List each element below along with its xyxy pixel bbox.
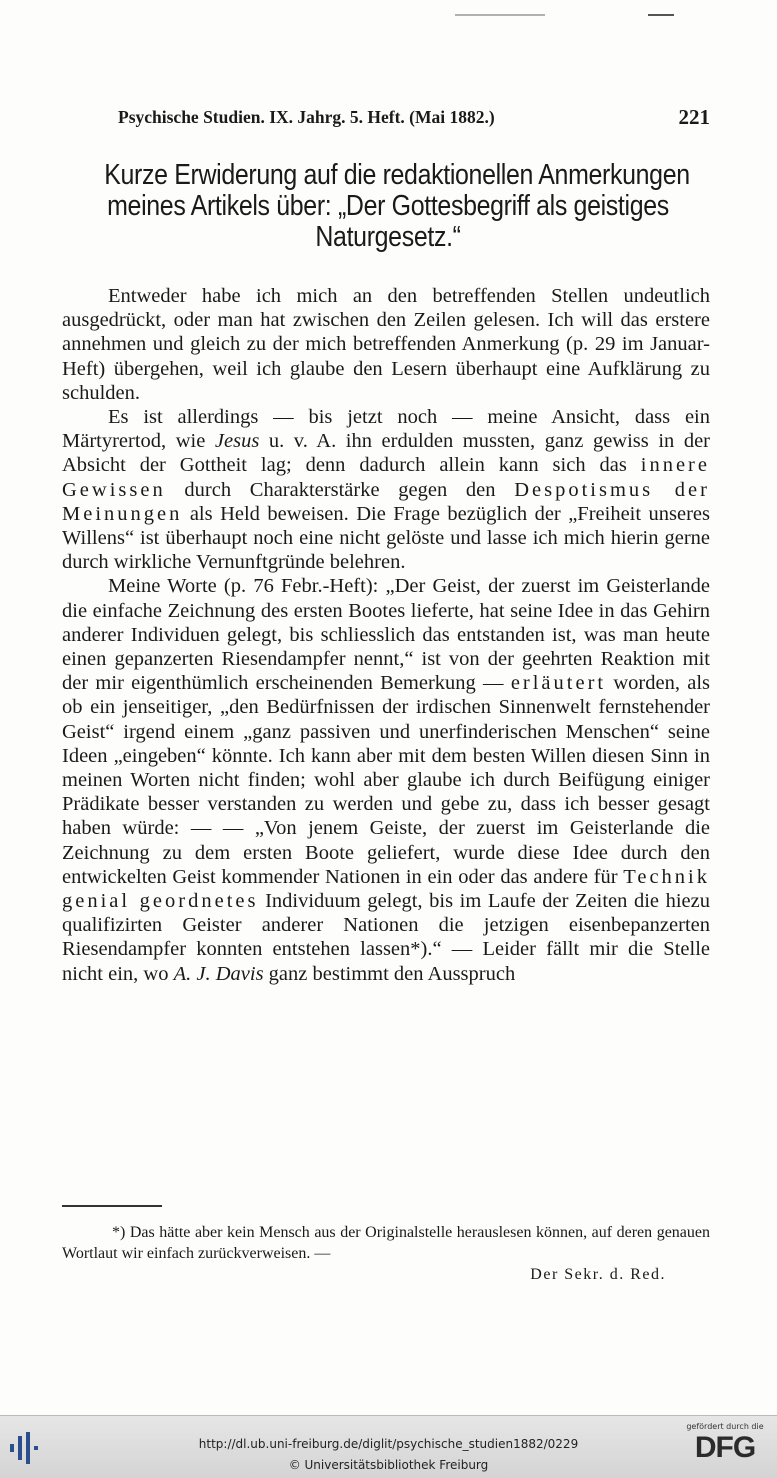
page-number: 221 [678,105,710,129]
copyright-notice: © Universitätsbibliothek Freiburg [288,1458,489,1472]
title-line: Naturgesetz.“ [315,221,461,253]
title-line: meines Artikels über: „Der Gottesbegriff als geistiges [107,190,669,222]
title-line: Kurze Erwiderung auf die redaktionellen Anmerkungen [104,159,690,191]
footnote-signature: Der Sekr. d. Red. [530,1266,666,1283]
dfg-logo-text: DFG [694,1431,756,1464]
footnote-rule [62,1205,162,1207]
name-davis: A. J. Davis [173,962,264,985]
text-run: durch Charakterstärke gegen den [165,478,515,501]
top-dash [648,14,674,16]
dfg-logo [685,1422,765,1472]
text-run: als Held beweisen. Die Frage bezüglich der „Freiheit unseres Willens“ ist überhaupt noch eine nicht gelöste und lasse ich mich hierin gerne durch wirkliche Vernunftgründe belehren. [62,502,710,574]
footnote [62,1222,710,1285]
emphasis-erlaeutert: erläutert [510,672,607,695]
emphasis-technik: Technik genial geordnetes [62,865,710,913]
text-run: worden, als ob ein jenseitiger, „den Bedürfnissen der irdischen Sinnenwelt fernstehender Geist“ irgend einem „ganz passiven und unerfinderischen Menschen“ seine Ideen „eingeben“ könnte. Ich kann aber mit dem besten Willen diesen Sinn in meinen Worten nicht finden; wohl aber glaube ich durch Beifügung einiger Prädikate besser verstanden zu werden und gebe zu, dass ich besser gesagt haben würde: — — „Von jenem Geiste, der zuerst im Geisterlande die Zeichnung zu dem ersten Boote geliefert, wurde diese Idee durch den entwickelten Geist kommender Nationen in ein oder das andere für [62,672,710,888]
top-edge-marks [0,8,777,20]
sponsor-caption: gefördert durch die [686,1422,764,1431]
running-header [118,105,710,131]
paragraph-3 [62,574,710,985]
text-run: Meine Worte (p. 76 Febr.-Heft): „Der Geist, der zuerst im Geisterlande die einfache Zeichnung des ersten Bootes lieferte, hat seine Idee in das Gehirn anderer Individuen gelegt, bis schliesslich das entstanden ist, was man heute einen gepanzerten Riesendampfer nennt,“ ist von der geehrten Reaktion mit der mir eigenthümlich erscheinenden Bemerkung — [62,575,710,695]
text-run: u. v. A. ihn erdulden mussten, ganz gewiss in der Absicht der Gottheit lag; denn dadurch allein kann sich das [62,430,711,477]
permalink-url[interactable]: http://dl.ub.uni-freiburg.de/diglit/psychische_studien1882/0229 [198,1437,579,1451]
article-title [104,159,690,253]
emphasis-gewissen: innere Gewissen [62,454,710,501]
viewer-footer-bar [0,1415,777,1478]
article-body [62,284,710,986]
footnote-text: *) Das hätte aber kein Mensch aus der Originalstelle herauslesen können, auf deren genauen Wortlaut wir einfach zurückverweisen. — [62,1224,710,1262]
paragraph-1: Entweder habe ich mich an den betreffenden Stellen undeutlich ausgedrückt, oder man hat zwischen den Zeilen gelesen. Ich will das erstere annehmen und gleich zu der mich betreffenden Anmerkung (p. 29 im Januar-Heft) übergehen, weil ich glaube den Lesern überhaupt eine Aufklärung zu schulden. [62,285,710,404]
name-jesus: Jesus [214,430,260,453]
top-dash [455,14,545,16]
text-run: Es ist allerdings — bis jetzt noch — meine Ansicht, dass ein Märtyrertod, wie [62,406,710,453]
paragraph-2 [62,405,710,574]
emphasis-despotismus: Despotismus der Meinungen [62,478,710,525]
text-run: ganz bestimmt den Ausspruch [263,962,516,985]
running-title: Psychische Studien. IX. Jahrg. 5. Heft. (Mai 1882.) [118,107,495,127]
text-run: Individuum gelegt, bis im Laufe der Zeiten die hiezu qualifizirten Geister anderer Nationen die jetzigen eisenbepanzerten Riesendampfer konnten entstehen lassen*).“ — Leider fällt mir die Stelle nicht ein, wo [62,890,710,985]
